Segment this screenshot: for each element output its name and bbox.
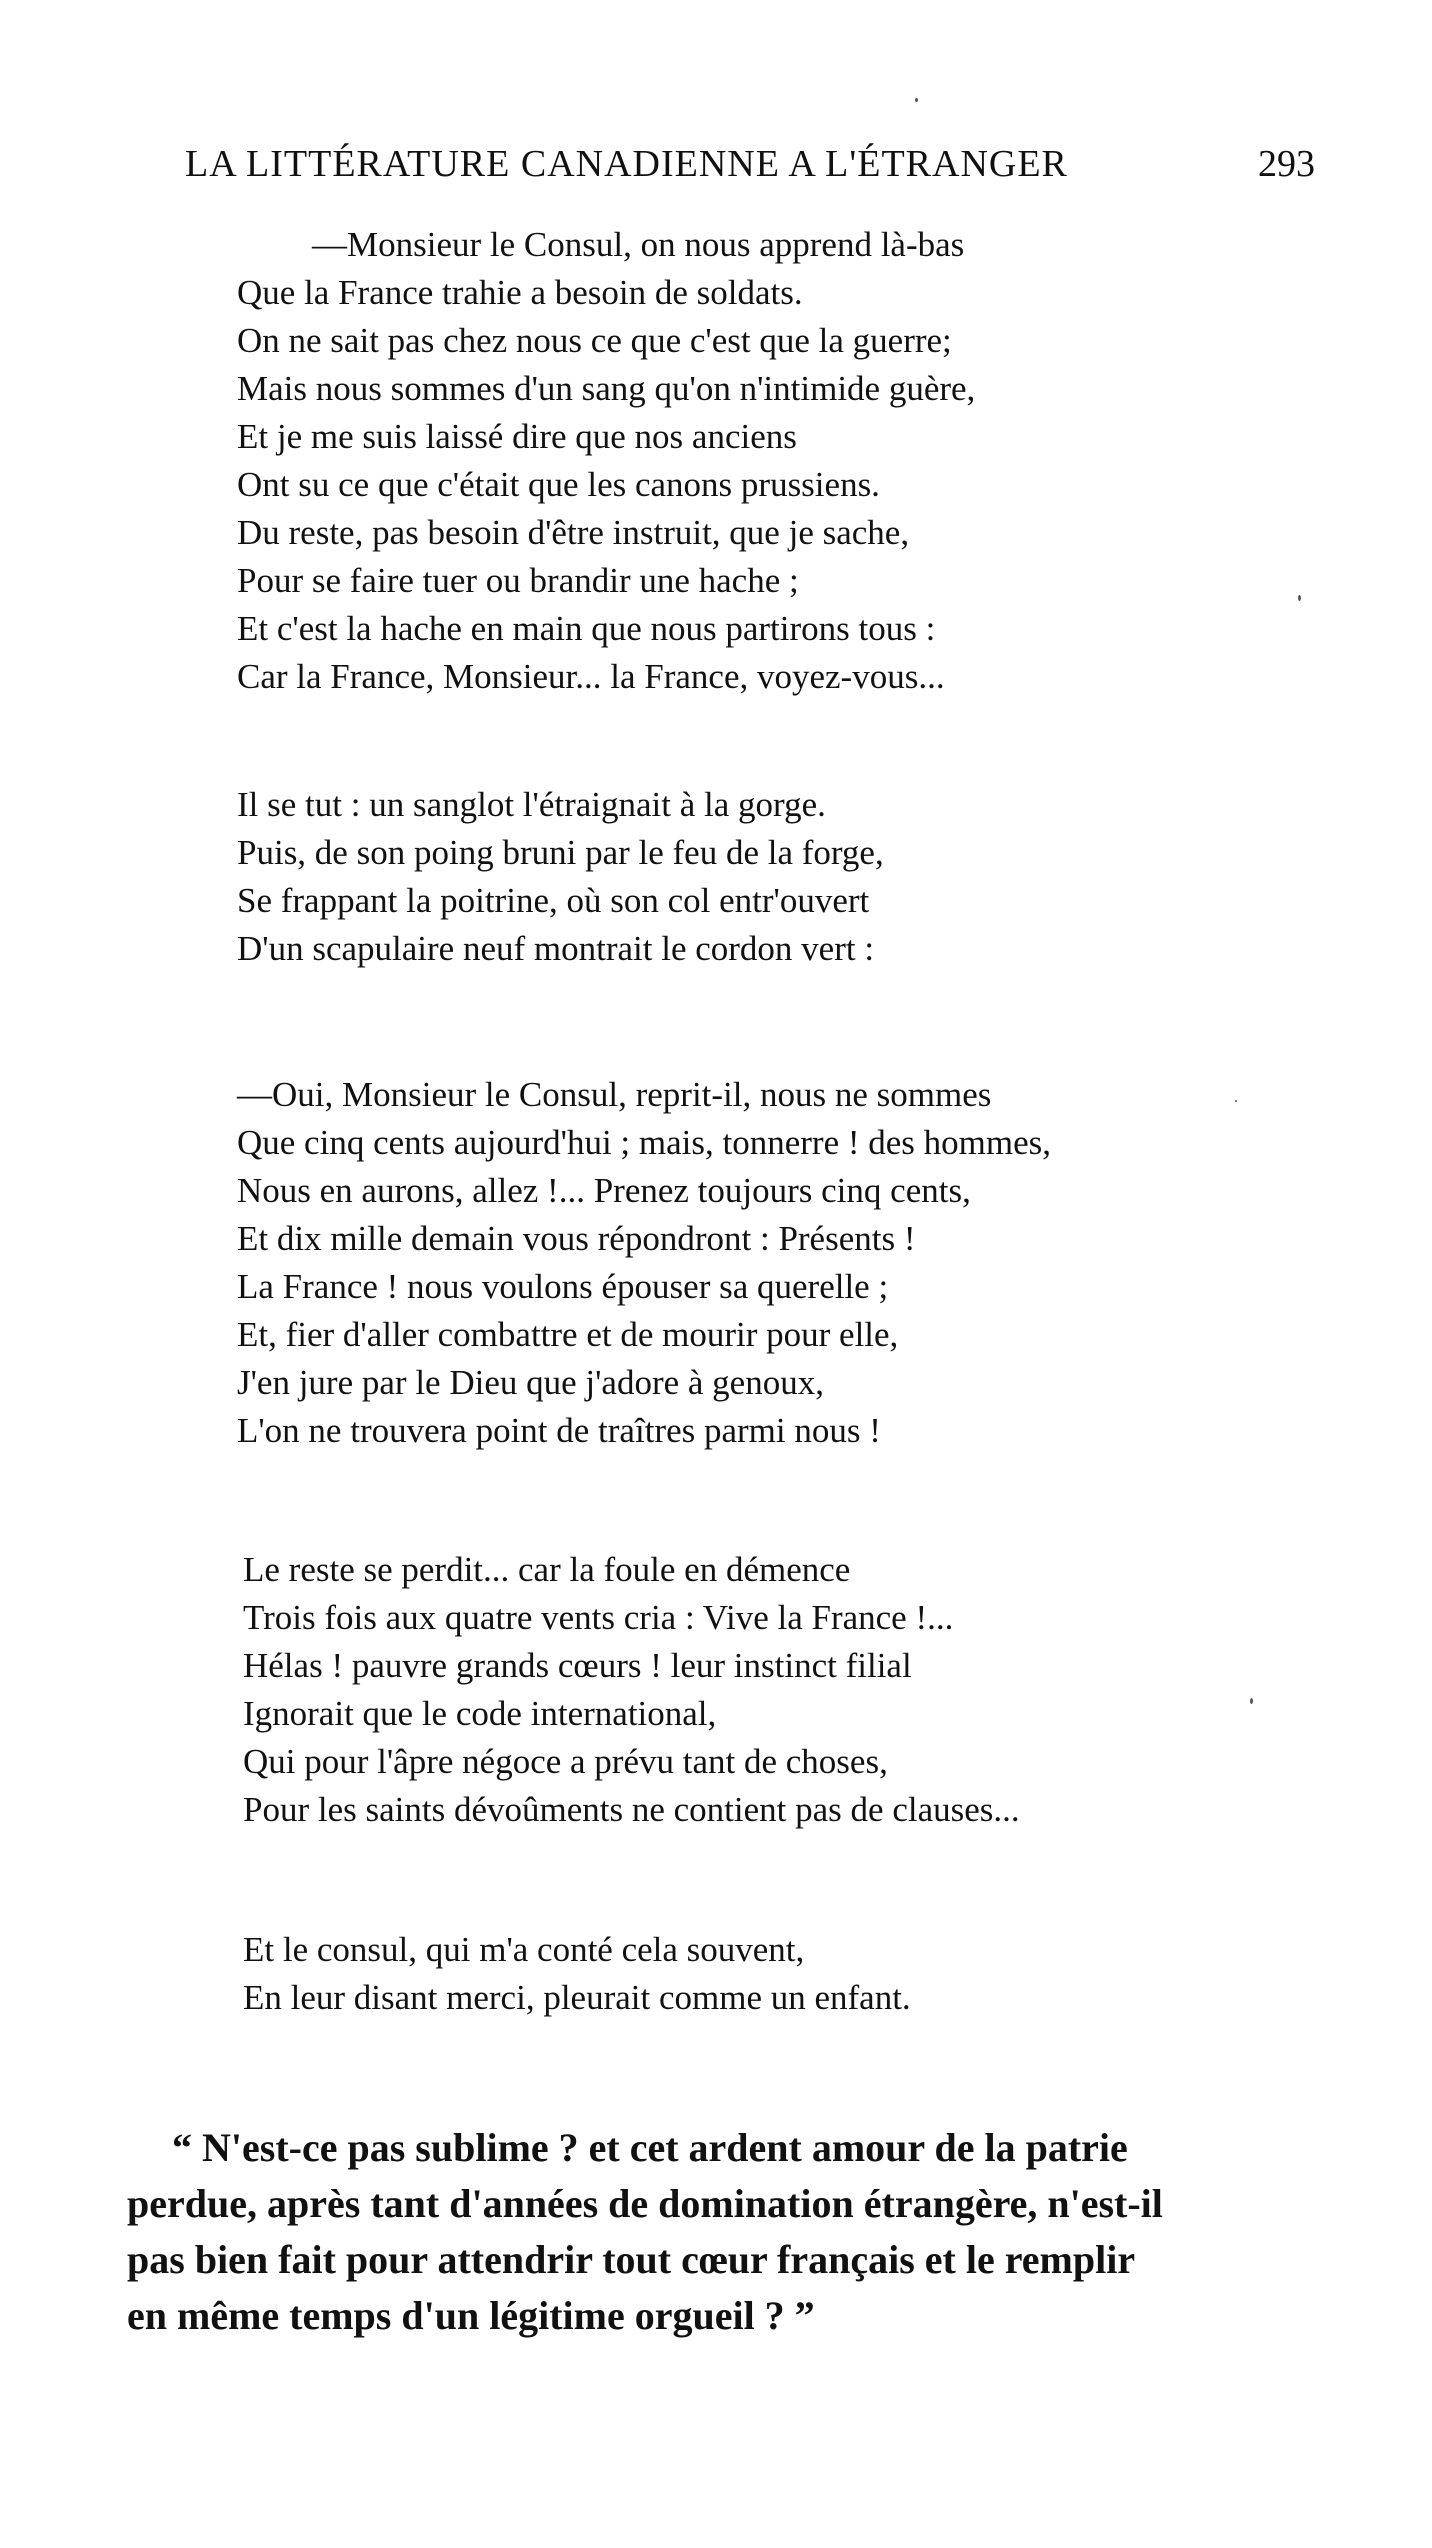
verse-line: Nous en aurons, allez !... Prenez toujours cinq cents, <box>237 1171 971 1210</box>
verse-line: Et, fier d'aller combattre et de mourir pour elle, <box>237 1315 899 1354</box>
verse-line: L'on ne trouvera point de traîtres parmi nous ! <box>237 1411 881 1450</box>
prose-line: perdue, après tant d'années de domination étrangère, n'est-il <box>127 2181 1163 2226</box>
scan-speck <box>1235 1100 1237 1102</box>
verse-line: Mais nous sommes d'un sang qu'on n'intimide guère, <box>237 369 976 408</box>
verse-line: Et dix mille demain vous répondront : Présents ! <box>237 1219 916 1258</box>
verse-line: En leur disant merci, pleurait comme un enfant. <box>243 1978 911 2017</box>
page-number: 293 <box>1258 143 1315 185</box>
verse-line: Il se tut : un sanglot l'étraignait à la gorge. <box>237 785 826 824</box>
verse-line: J'en jure par le Dieu que j'adore à genoux, <box>237 1363 824 1402</box>
verse-line: Et je me suis laissé dire que nos anciens <box>237 417 797 456</box>
scan-speck <box>915 98 918 102</box>
verse-line: Que cinq cents aujourd'hui ; mais, tonnerre ! des hommes, <box>237 1123 1052 1162</box>
verse-line: Puis, de son poing bruni par le feu de la forge, <box>237 833 884 872</box>
verse-line: Ont su ce que c'était que les canons prussiens. <box>237 465 880 504</box>
verse-line: Et c'est la hache en main que nous partirons tous : <box>237 609 936 648</box>
verse-line: D'un scapulaire neuf montrait le cordon vert : <box>237 929 875 968</box>
verse-line: Et le consul, qui m'a conté cela souvent, <box>243 1930 805 1969</box>
verse-line: Se frappant la poitrine, où son col entr'ouvert <box>237 881 870 920</box>
verse-line: Pour se faire tuer ou brandir une hache ; <box>237 561 799 600</box>
verse-line: Le reste se perdit... car la foule en démence <box>243 1550 851 1589</box>
verse-line: Que la France trahie a besoin de soldats. <box>237 273 803 312</box>
verse-line: Ignorait que le code international, <box>243 1694 717 1733</box>
scan-speck <box>1298 595 1301 601</box>
verse-line: —Monsieur le Consul, on nous apprend là-bas <box>312 225 965 264</box>
verse-line: Qui pour l'âpre négoce a prévu tant de choses, <box>243 1742 888 1781</box>
verse-line: On ne sait pas chez nous ce que c'est que la guerre; <box>237 321 952 360</box>
prose-line: “ N'est-ce pas sublime ? et cet ardent amour de la patrie <box>172 2125 1128 2170</box>
verse-line: Hélas ! pauvre grands cœurs ! leur instinct filial <box>243 1646 912 1685</box>
verse-line: —Oui, Monsieur le Consul, reprit-il, nous ne sommes <box>237 1075 992 1114</box>
verse-line: Pour les saints dévoûments ne contient pas de clauses... <box>243 1790 1020 1829</box>
verse-line: La France ! nous voulons épouser sa querelle ; <box>237 1267 889 1306</box>
prose-line: en même temps d'un légitime orgueil ? ” <box>127 2293 815 2338</box>
verse-line: Car la France, Monsieur... la France, voyez-vous... <box>237 657 945 696</box>
running-header <box>185 142 1315 194</box>
verse-line: Du reste, pas besoin d'être instruit, que je sache, <box>237 513 910 552</box>
closing-quotation <box>127 2120 1327 2344</box>
running-title: LA LITTÉRATURE CANADIENNE A L'ÉTRANGER <box>185 143 1068 185</box>
prose-line: pas bien fait pour attendrir tout cœur français et le remplir <box>127 2237 1136 2282</box>
scan-speck <box>1250 1698 1253 1704</box>
verse-line: Trois fois aux quatre vents cria : Vive la France !... <box>243 1598 954 1637</box>
